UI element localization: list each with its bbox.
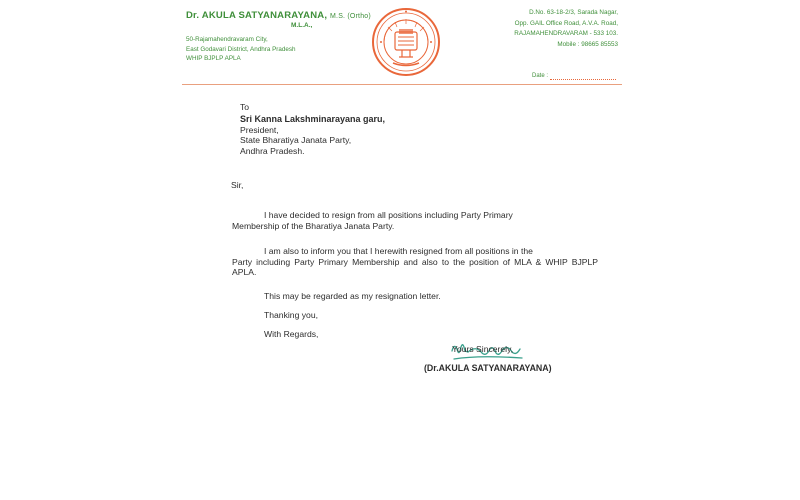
address-right-line-2: Opp. GAIL Office Road, A.V.A. Road, xyxy=(514,19,618,27)
recipient-line-1: President, xyxy=(240,124,279,135)
mobile-line xyxy=(480,40,618,51)
date-line xyxy=(550,79,616,80)
address-right-line-1: D.No. 63-18-2/3, Sarada Nagar, xyxy=(529,9,618,16)
letterhead-address-left xyxy=(186,35,296,64)
mobile-label: Mobile : xyxy=(557,40,580,48)
paragraph-1-rest: Membership of the Bharatiya Janata Party. xyxy=(232,220,395,231)
paragraph-2-rest: Party including Party Primary Membership and also to the position of MLA & WHIP BJPLP APLA. xyxy=(232,256,598,277)
closing-line: Yours Sincerely, xyxy=(452,344,514,354)
recipient-name: Sri Kanna Lakshminarayana garu, xyxy=(240,114,386,124)
paragraph-1 xyxy=(232,210,598,231)
to-label: To xyxy=(240,102,250,112)
address-left-line-1: 50-Rajamahendravaram City, xyxy=(186,36,268,43)
recipient-line-3: Andhra Pradesh. xyxy=(240,145,305,156)
letterhead-degree: M.S. (Ortho) xyxy=(330,13,371,20)
paragraph-2-first-line: I am also to inform you that I herewith resigned from all positions in the xyxy=(264,246,533,256)
letterhead-name xyxy=(186,10,371,21)
salutation: Sir, xyxy=(231,180,244,190)
address-left-line-2: East Godavari District, Andhra Pradesh xyxy=(186,45,296,53)
regards-line: With Regards, xyxy=(264,329,319,339)
signer-name: (Dr.AKULA SATYANARAYANA) xyxy=(424,363,552,373)
mobile-value: 98665 85553 xyxy=(581,40,618,48)
address-left-line-3: WHIP BJPLP APLA xyxy=(186,55,241,62)
address-right-line-3: RAJAMAHENDRAVARAM - 533 103. xyxy=(514,30,618,37)
thanking-line: Thanking you, xyxy=(264,310,318,320)
resignation-statement: This may be regarded as my resignation letter. xyxy=(264,291,441,301)
paragraph-1-first-line: I have decided to resign from all positions including Party Primary xyxy=(264,210,513,220)
recipient-line-2: State Bharatiya Janata Party, xyxy=(240,135,352,145)
emblem-seal-icon xyxy=(371,7,441,77)
paragraph-2 xyxy=(232,246,598,278)
letterhead-name-text: Dr. AKULA SATYANARAYANA, xyxy=(186,10,328,21)
letterhead-title: M.L.A., xyxy=(291,22,313,29)
date-label: Date : xyxy=(532,73,549,79)
recipient-block xyxy=(240,114,385,156)
letterhead-divider xyxy=(182,84,622,85)
letterhead-address-right xyxy=(480,8,618,50)
